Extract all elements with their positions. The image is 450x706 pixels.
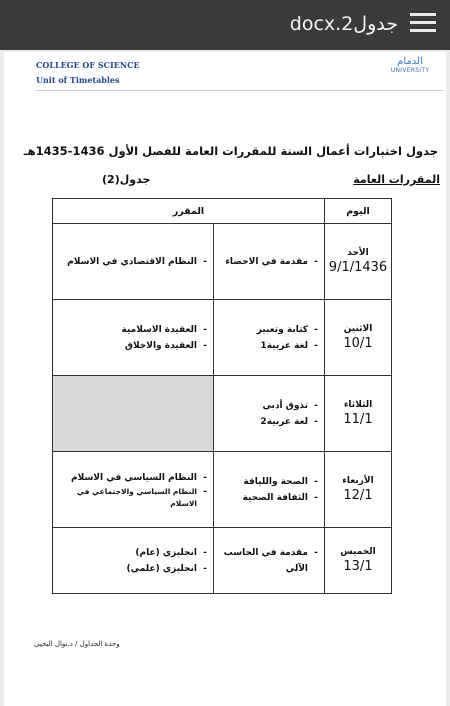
column-header-course: المقرر	[53, 199, 325, 224]
day-date: 12/1	[343, 488, 373, 503]
timetable	[52, 198, 392, 594]
table-header-row	[53, 199, 392, 224]
course-cell: - مقدمة في الاحصاء	[214, 224, 325, 300]
header-divider	[36, 90, 444, 91]
course-name: لغة عربية2	[260, 416, 308, 427]
table-row	[53, 376, 392, 452]
day-name: الخميس	[340, 547, 376, 557]
course-name: النظام السياسي والاجتماعي في الاسلام	[76, 486, 197, 508]
course-name: العقيدة والاخلاق	[124, 340, 197, 351]
table-row	[53, 528, 392, 594]
day-cell	[325, 224, 392, 300]
course-cell: - العقيدة الاسلامية - العقيدة والاخلاق	[53, 300, 214, 376]
day-name: الثلاثاء	[343, 400, 373, 410]
column-header-day: اليوم	[325, 199, 392, 224]
day-cell	[325, 452, 392, 528]
letterhead	[36, 58, 140, 88]
table-row	[53, 452, 392, 528]
day-name: الأربعاء	[342, 476, 374, 486]
day-cell	[325, 376, 392, 452]
document-title: جدول2.docx	[289, 13, 398, 35]
day-cell	[325, 528, 392, 594]
course-cell: - انجليزي (عام) - انجليزي (علمي)	[53, 528, 214, 594]
day-cell	[325, 300, 392, 376]
course-name: لغة عربية1	[260, 340, 308, 351]
course-name: كتابة وتعبير	[256, 324, 308, 335]
course-name: انجليزي (علمي)	[126, 563, 197, 574]
course-cell: - تذوق أدبي - لغة عربية2	[214, 376, 325, 452]
table-row	[53, 300, 392, 376]
day-name: الاثنين	[343, 324, 373, 334]
course-name: العقيدة الاسلامية	[121, 324, 197, 335]
day-date: 11/1	[343, 412, 373, 427]
course-name: الصحة واللياقة	[243, 476, 308, 487]
app-toolbar	[0, 0, 450, 50]
course-cell: - الصحة واللياقة - الثقافة الصحية	[214, 452, 325, 528]
page-heading: جدول اختبارات أعمال السنة للمقررات العامة للفصل الأول 1436-1435هـ	[23, 144, 438, 158]
course-name: تذوق أدبي	[262, 400, 308, 411]
table-label: جدول(2)	[102, 173, 151, 186]
college-name: COLLEGE OF SCIENCE	[36, 60, 140, 70]
course-cell: - كتابة وتعبير - لغة عربية1	[214, 300, 325, 376]
day-date: 13/1	[343, 559, 373, 574]
course-name: مقدمة في الحاسب الآلي	[223, 547, 308, 574]
document-page	[4, 52, 446, 706]
course-name: انجليزي (عام)	[135, 547, 197, 558]
footer-signature: وحدة الجداول / د.نوال اليحيى	[34, 640, 120, 648]
section-label: المقررات العامة	[353, 173, 440, 186]
course-name: النظام السياسي في الاسلام	[71, 472, 197, 483]
table-row	[53, 224, 392, 300]
course-cell: - النظام الاقتصادي في الاسلام	[53, 224, 214, 300]
menu-icon[interactable]	[410, 13, 436, 37]
empty-shaded-cell	[53, 376, 214, 452]
course-cell: - النظام السياسي في الاسلام - النظام السياسي والاجتماعي في الاسلام	[53, 452, 214, 528]
day-date: 10/1	[343, 336, 373, 351]
course-cell: - مقدمة في الحاسب الآلي	[214, 528, 325, 594]
course-name: الثقافة الصحية	[242, 492, 308, 503]
day-name: الأحد	[347, 248, 369, 258]
university-logo: الدمام UNIVERSITY	[390, 56, 430, 74]
course-name: النظام الاقتصادي في الاسلام	[67, 256, 197, 267]
course-name: مقدمة في الاحصاء	[225, 256, 308, 267]
unit-name: Unit of Timetables	[36, 75, 120, 85]
day-date: 9/1/1436	[328, 260, 388, 275]
